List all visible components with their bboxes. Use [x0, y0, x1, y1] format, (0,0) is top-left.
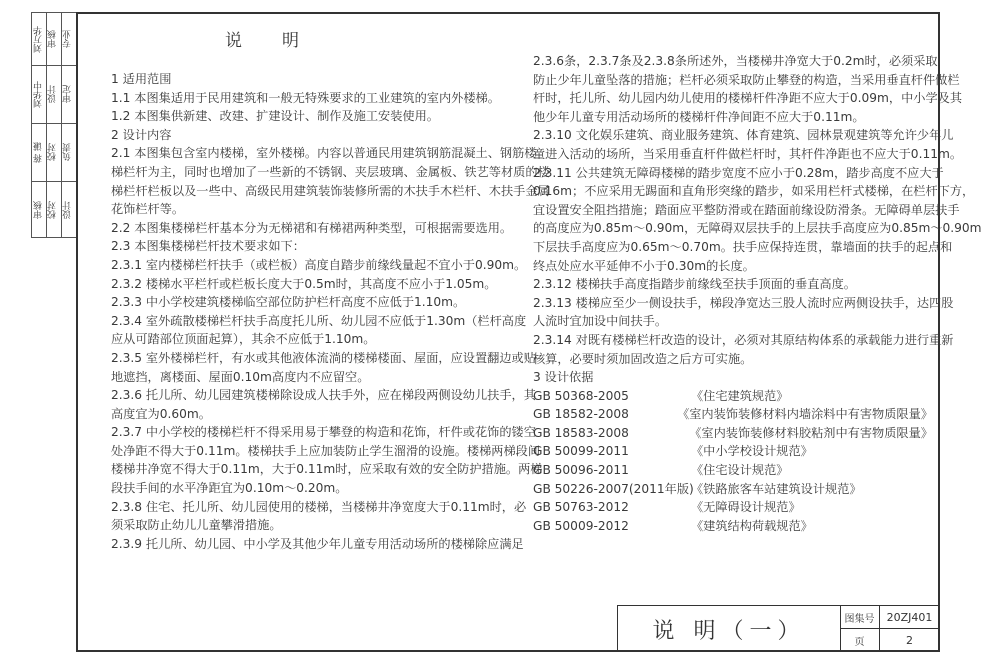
text-line: 2.3.8 住宅、托儿所、幼儿园使用的楼梯，当楼梯井净宽度大于0.11m时，必: [111, 499, 527, 514]
atlas-number: 20ZJ401: [880, 606, 939, 629]
signature-row: [32, 13, 76, 66]
text-line: 2.1 本图集包含室内楼梯，室外楼梯。内容以普通民用建筑钢筋混凝土、钢筋楼: [111, 146, 537, 161]
standard-name: 《无障碍设计规范》: [691, 500, 801, 515]
text-line: 梯栏杆为主，同时也增加了一些新的不锈钢、夹层玻璃、金属板、铁艺等材质的楼: [111, 164, 550, 179]
text-line: 2.3.6 托儿所、幼儿园建筑楼梯除设成人扶手外，应在梯段两侧设幼儿扶手，其: [111, 388, 536, 403]
text-line: 3 设计依据: [533, 370, 594, 385]
text-line: 2.3.14 对既有楼梯栏杆改造的设计，必须对其原结构体系的承载能力进行重新: [533, 332, 954, 347]
text-line: 终点处应水平延伸不小于0.30m的长度。: [533, 258, 755, 273]
reference-item: [533, 405, 933, 424]
text-line: 2.3.11 公共建筑无障碍楼梯的踏步宽度不应小于0.28m，踏步高度不应大于: [533, 165, 944, 180]
text-line: 下层扶手高度应为0.65m～0.70m。扶手应保持连贯，靠墙面的扶手的起点和: [533, 239, 953, 254]
text-line: 2.3.9 托儿所、幼儿园、中小学及其他少年儿童专用活动场所的楼梯除应满足: [111, 536, 524, 551]
text-line: 梯栏杆栏板以及一些中、高级民用建筑装饰装修所需的木扶手木栏杆、木扶手金属: [111, 183, 550, 198]
page-number: 2: [906, 634, 913, 647]
text-line: 2.3.2 楼梯水平栏杆或栏板长度大于0.5m时，其高度不应小于1.05m。: [111, 276, 497, 291]
page-title: 说 明: [225, 31, 301, 51]
text-line: 人流时宜加设中间扶手。: [533, 314, 668, 329]
text-line: 2.3.1 室内楼梯栏杆扶手（或栏板）高度自踏步前缘线量起不宜小于0.90m。: [111, 257, 527, 272]
text-line: 花饰栏杆等。: [111, 202, 185, 217]
signature-row: [32, 181, 76, 238]
signature-cell: 校对: [46, 181, 62, 238]
text-line: 1.2 本图集供新建、改建、扩建设计、制作及施工安装使用。: [111, 109, 439, 124]
standard-name: 《铁路旅客车站建筑设计规范》: [691, 481, 862, 496]
signature-sidebar: [31, 12, 76, 238]
text-line: 2.3 本图集楼梯栏杆技术要求如下：: [111, 239, 305, 254]
text-line: 地遮挡，离楼面、屋面0.10m高度内不应留空。: [111, 369, 370, 384]
signature-cell: 刘万华: [32, 13, 47, 65]
reference-item: [533, 480, 933, 499]
text-line: 2 设计内容: [111, 127, 172, 142]
text-line: 2.3.13 楼梯应至少一侧设扶手，梯段净宽达三股人流时应两侧设扶手，达四股: [533, 295, 954, 310]
standard-name: 《住宅设计规范》: [691, 463, 789, 478]
standard-name: 《建筑结构荷载规范》: [691, 518, 813, 533]
text-line: 宜设置安全阻挡措施；踏面应平整防滑或在踏面前缘设防滑条。无障碍单层扶手: [533, 202, 960, 217]
right-paragraphs: [533, 52, 982, 387]
left-text-column: [111, 70, 550, 553]
reference-item: [533, 461, 933, 480]
reference-item: [533, 424, 933, 443]
text-line: 童进入活动的场所，当采用垂直杆件做栏杆时，其杆件净距也不应大于0.11m。: [533, 146, 963, 161]
reference-item: [533, 442, 933, 461]
standard-code: GB 50763-2012: [533, 500, 629, 515]
text-line: 1 适用范围: [111, 72, 172, 86]
atlas-number-label: 图集号: [840, 606, 880, 629]
standard-name: 《中小学校设计规范》: [691, 444, 813, 459]
reference-item: [533, 387, 933, 406]
signature-cell: 刘华中: [32, 65, 47, 123]
signature-cell: 审核: [32, 181, 47, 238]
text-line: 核算，必要时须加固改造之后方可实施。: [533, 351, 753, 366]
text-line: 高度宜为0.60m。: [111, 406, 211, 421]
standard-code: GB 18583-2008: [533, 425, 629, 440]
sheet-title: 说 明（一）: [618, 606, 841, 652]
standard-name: 《室内装饰装修材料内墙涂料中有害物质限量》: [677, 407, 933, 422]
signature-row: [32, 65, 76, 124]
text-line: 2.2 本图集楼梯栏杆基本分为无梯裙和有梯裙两种类型，可根据需要选用。: [111, 220, 513, 235]
text-line: 2.3.6条，2.3.7条及2.3.8条所述外，当楼梯井净宽大于0.2m时，必须采取: [533, 54, 938, 68]
text-line: 0.16m；不应采用无踢面和直角形突缘的踏步，如采用栏杆式楼梯，在栏杆下方，: [533, 184, 975, 199]
title-block: [617, 605, 940, 652]
standard-code: GB 50368-2005: [533, 388, 629, 403]
signature-cell: 蒋 谦: [32, 123, 47, 181]
reference-item: [533, 498, 933, 517]
text-line: 2.3.4 室外疏散楼梯栏杆扶手高度托儿所、幼儿园不应低于1.30m（栏杆高度: [111, 313, 527, 328]
text-line: 应从可踏部位顶面起算），其余不应低于1.10m。: [111, 332, 376, 347]
text-line: 须采取防止幼儿儿童攀滑措施。: [111, 518, 282, 533]
standard-code: GB 50099-2011: [533, 444, 629, 459]
text-line: 2.3.7 中小学校的楼梯栏杆不得采用易于攀登的构造和花饰，杆件或花饰的镂空: [111, 425, 536, 440]
text-line: 防止少年儿童坠落的措施；栏杆必须采取防止攀登的构造，当采用垂直杆件做栏: [533, 72, 960, 87]
standard-name: 《室内装饰装修材料胶粘剂中有害物质限量》: [689, 425, 933, 440]
text-line: 2.3.10 文化娱乐建筑、商业服务建筑、体育建筑、园林景观建筑等允许少年儿: [533, 128, 954, 143]
text-line: 处净距不得大于0.11m。楼梯扶手上应加装防止学生溜滑的设施。楼梯两梯段间: [111, 443, 541, 458]
right-text-column: [533, 52, 982, 535]
text-line: 杆时，托儿所、幼儿园内幼儿使用的楼梯杆件净距不应大于0.09m，中小学及其: [533, 91, 963, 106]
text-line: 2.3.12 楼梯扶手高度指踏步前缘线至扶手顶面的垂直高度。: [533, 277, 856, 292]
standard-name: 《住宅建筑规范》: [691, 388, 789, 403]
page-label: 页: [840, 629, 880, 652]
signature-cell: 校对: [46, 123, 62, 181]
reference-list: [533, 387, 933, 536]
text-line: 2.3.3 中小学校建筑楼梯临空部位防护栏杆高度不应低于1.10m。: [111, 295, 466, 310]
reference-item: [533, 517, 933, 536]
signature-cell: 审定: [61, 65, 77, 123]
signature-cell: 设计: [61, 181, 77, 238]
text-line: 段扶手间的水平净距宜为0.10m～0.20m。: [111, 481, 348, 496]
text-line: 的高度应为0.85m～0.90m，无障碍双层扶手的上层扶手高度应为0.85m～0.90m: [533, 221, 982, 236]
text-line: 他少年儿童专用活动场所的楼梯杆件净间距不应大于0.11m。: [533, 109, 865, 124]
signature-cell: 负责: [61, 123, 77, 181]
signature-cell: 设计: [46, 65, 62, 123]
standard-code: GB 50009-2012: [533, 518, 629, 533]
signature-row: [32, 123, 76, 182]
text-line: 楼梯井净宽不得大于0.11m，大于0.11m时，应采取有效的安全防护措施。两梯: [111, 462, 543, 477]
standard-code: GB 50096-2011: [533, 463, 629, 478]
signature-cell: 审核: [46, 13, 62, 65]
text-line: 1.1 本图集适用于民用建筑和一般无特殊要求的工业建筑的室内外楼梯。: [111, 90, 500, 105]
standard-code: GB 18582-2008: [533, 407, 629, 422]
signature-cell: 专业: [61, 13, 77, 65]
standard-code: GB 50226-2007(2011年版): [533, 481, 694, 496]
text-line: 2.3.5 室外楼梯栏杆，有水或其他液体流淌的楼梯楼面、屋面，应设置翻边或贴: [111, 350, 536, 365]
